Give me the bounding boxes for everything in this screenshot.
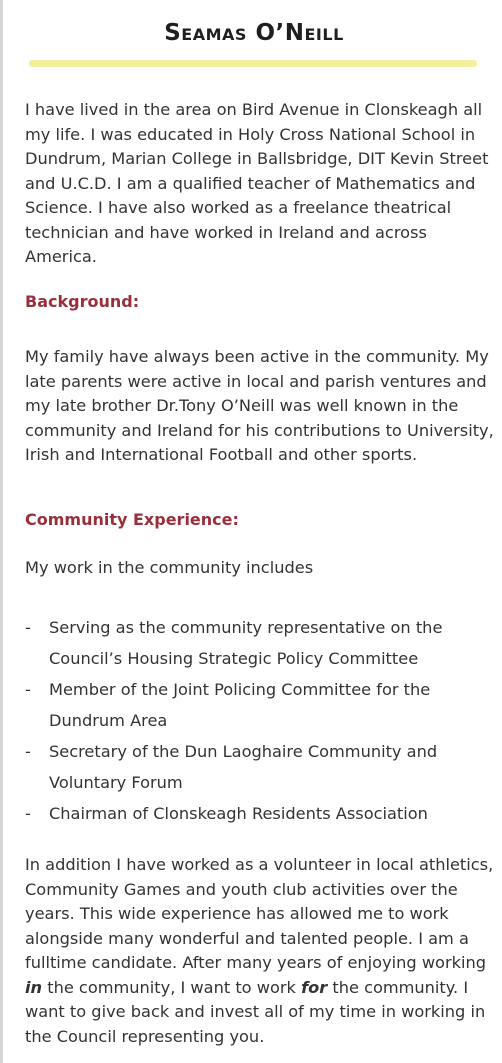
emphasis-for: for [301, 977, 328, 997]
closing-text-part-3: the community. I want to give back and invest all of my time in working in the Council representing you. [25, 977, 486, 1046]
list-item [25, 674, 497, 736]
bullet-dash: - [25, 680, 31, 699]
bullet-dash: - [25, 742, 31, 761]
background-paragraph: My family have always been active in the community. My late parents were active in local and parish ventures and my late brother Dr.Tony O’Neill was well known in the community and Ireland for his contributions to University, Irish and International Football and other sports. [25, 347, 494, 464]
list-item-text: Serving as the community representative on the Council’s Housing Strategic Policy Committee [49, 618, 443, 668]
list-item-text: Secretary of the Dun Laoghaire Community and Voluntary Forum [49, 742, 438, 792]
list-item-text: Chairman of Clonskeagh Residents Association [49, 804, 428, 823]
intro-paragraph: I have lived in the area on Bird Avenue in Clonskeagh all my life. I was educated in Holy Cross National School in Dundrum, Marian College in Ballsbridge, DIT Kevin Street and U.C.D. I am a qualified teacher of Mathematics and Science. I have also worked as a freelance theatrical technician and have worked in Ireland and across America. [25, 100, 489, 266]
list-item [25, 612, 497, 674]
list-item [25, 736, 497, 798]
community-work-list [25, 612, 497, 829]
emphasis-in: in [25, 977, 43, 997]
list-item-text: Member of the Joint Policing Committee for the Dundrum Area [49, 680, 431, 730]
background-heading: Background: [25, 292, 140, 311]
list-item [25, 798, 497, 829]
bullet-dash: - [25, 618, 31, 637]
bullet-dash: - [25, 804, 31, 823]
page-title: Seamas O’Neill [164, 20, 344, 46]
closing-text-part-1: In addition I have worked as a volunteer in local athletics, Community Games and youth club activities over the years. This wide experience has allowed me to work alongside many wonderful and talented people. I am a fulltime candidate. After many years of enjoying working [25, 855, 494, 972]
title-highlight-bar [29, 60, 477, 67]
closing-text-part-2: the community, I want to work [42, 977, 302, 997]
community-lead-text: My work in the community includes [25, 558, 314, 577]
closing-paragraph [25, 853, 497, 1049]
community-experience-heading: Community Experience: [25, 510, 239, 529]
